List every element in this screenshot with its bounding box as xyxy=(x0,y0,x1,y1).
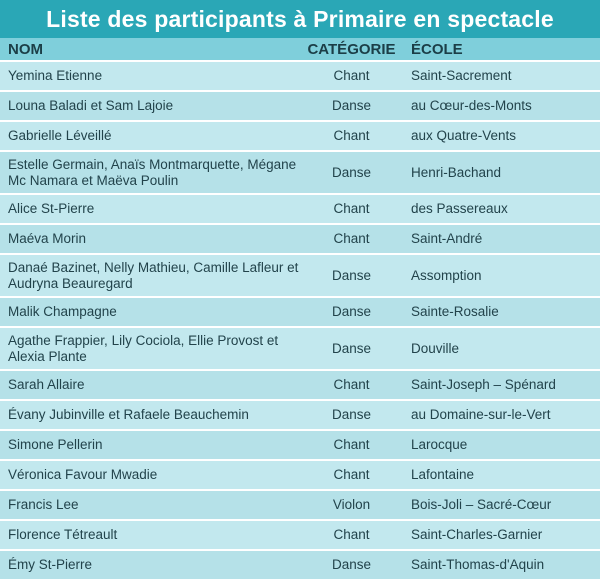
participant-name: Véronica Favour Mwadie xyxy=(0,460,300,490)
participant-name: Malik Champagne xyxy=(0,297,300,327)
participant-name: Louna Baladi et Sam Lajoie xyxy=(0,91,300,121)
table-row xyxy=(0,224,600,254)
participant-school: Bois-Joli – Sacré-Cœur xyxy=(403,490,600,520)
participant-school: des Passereaux xyxy=(403,194,600,224)
participant-school: Saint-Sacrement xyxy=(403,61,600,91)
participant-school: Douville xyxy=(403,327,600,370)
participant-school: Lafontaine xyxy=(403,460,600,490)
participant-name: Émy St-Pierre xyxy=(0,550,300,580)
column-header-school: ÉCOLE xyxy=(403,38,600,61)
table-row xyxy=(0,297,600,327)
participant-category: Danse xyxy=(300,297,403,327)
table-row xyxy=(0,400,600,430)
participant-school: au Domaine-sur-le-Vert xyxy=(403,400,600,430)
participant-school: au Cœur-des-Monts xyxy=(403,91,600,121)
participant-school: Sainte-Rosalie xyxy=(403,297,600,327)
participant-name: Évany Jubinville et Rafaele Beauchemin xyxy=(0,400,300,430)
title-bar xyxy=(0,0,600,38)
participant-category: Danse xyxy=(300,327,403,370)
participant-category: Danse xyxy=(300,91,403,121)
participant-name: Sarah Allaire xyxy=(0,370,300,400)
participant-name: Maéva Morin xyxy=(0,224,300,254)
participant-school: Saint-Joseph – Spénard xyxy=(403,370,600,400)
participant-name: Yemina Etienne xyxy=(0,61,300,91)
participant-category: Chant xyxy=(300,194,403,224)
participant-category: Danse xyxy=(300,254,403,297)
page-title: Liste des participants à Primaire en spectacle xyxy=(46,5,554,32)
participant-name: Agathe Frappier, Lily Cociola, Ellie Provost et Alexia Plante xyxy=(0,327,300,370)
participant-category: Danse xyxy=(300,550,403,580)
column-header-category: CATÉGORIE xyxy=(300,38,403,61)
participant-name: Estelle Germain, Anaïs Montmarquette, Mégane Mc Namara et Maëva Poulin xyxy=(0,151,300,194)
participant-school: Saint-Charles-Garnier xyxy=(403,520,600,550)
participant-category: Chant xyxy=(300,121,403,151)
table-row xyxy=(0,520,600,550)
participant-category: Chant xyxy=(300,61,403,91)
table-row xyxy=(0,370,600,400)
table-row xyxy=(0,151,600,194)
participant-name: Simone Pellerin xyxy=(0,430,300,460)
table-row xyxy=(0,327,600,370)
participant-school: Assomption xyxy=(403,254,600,297)
participant-category: Danse xyxy=(300,151,403,194)
participant-category: Chant xyxy=(300,370,403,400)
participant-category: Chant xyxy=(300,460,403,490)
table-row xyxy=(0,91,600,121)
participant-category: Chant xyxy=(300,520,403,550)
participant-category: Danse xyxy=(300,400,403,430)
table-row xyxy=(0,194,600,224)
participant-name: Gabrielle Léveillé xyxy=(0,121,300,151)
table-row xyxy=(0,550,600,580)
participants-table xyxy=(0,38,600,581)
table-row xyxy=(0,121,600,151)
participant-name: Francis Lee xyxy=(0,490,300,520)
participant-name: Alice St-Pierre xyxy=(0,194,300,224)
participant-school: Saint-André xyxy=(403,224,600,254)
participant-school: aux Quatre-Vents xyxy=(403,121,600,151)
header-row xyxy=(0,38,600,61)
table-row xyxy=(0,430,600,460)
column-header-name: NOM xyxy=(0,38,300,61)
participant-school: Henri-Bachand xyxy=(403,151,600,194)
participant-category: Violon xyxy=(300,490,403,520)
table-row xyxy=(0,460,600,490)
participant-category: Chant xyxy=(300,430,403,460)
table-row xyxy=(0,254,600,297)
participant-school: Larocque xyxy=(403,430,600,460)
participant-name: Danaé Bazinet, Nelly Mathieu, Camille Lafleur et Audryna Beauregard xyxy=(0,254,300,297)
participant-school: Saint-Thomas-d'Aquin xyxy=(403,550,600,580)
participant-category: Chant xyxy=(300,224,403,254)
table-row xyxy=(0,61,600,91)
participant-name: Florence Tétreault xyxy=(0,520,300,550)
table-row xyxy=(0,490,600,520)
